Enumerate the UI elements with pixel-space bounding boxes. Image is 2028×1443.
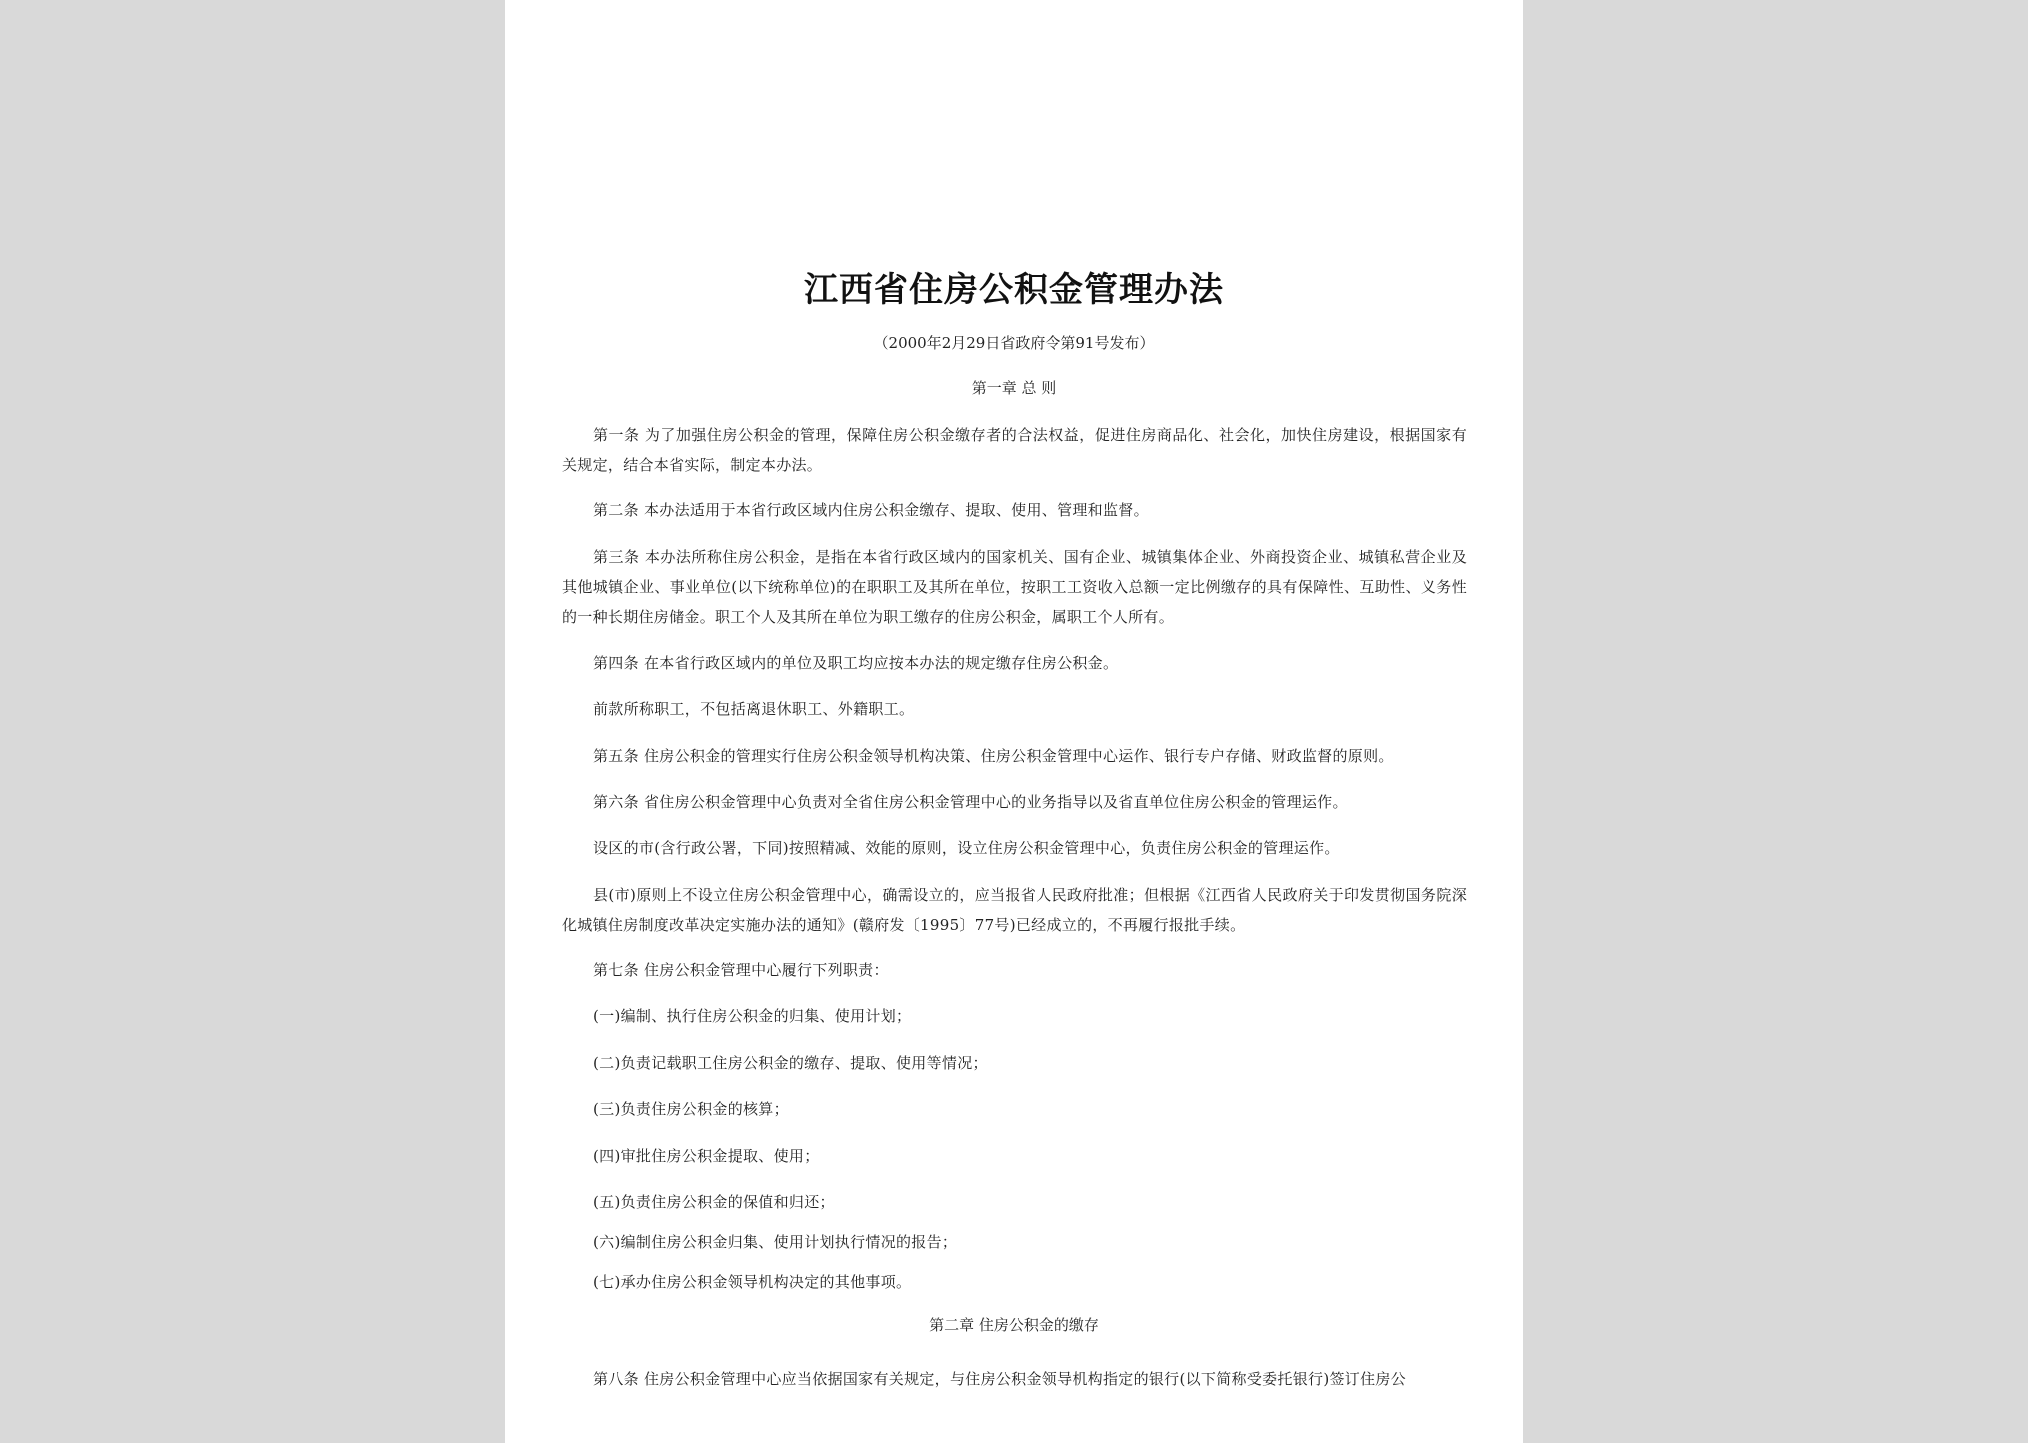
paragraph-4: 第四条 在本省行政区域内的单位及职工均应按本办法的规定缴存住房公积金。 <box>593 654 1119 672</box>
list-item-6: (六)编制住房公积金归集、使用计划执行情况的报告； <box>593 1233 958 1251</box>
document-subtitle: （2000年2月29日省政府令第91号发布） <box>873 334 1155 352</box>
document-title: 江西省住房公积金管理办法 <box>804 270 1224 310</box>
paragraph-2: 第二条 本办法适用于本省行政区域内住房公积金缴存、提取、使用、管理和监督。 <box>593 501 1149 519</box>
chapter-heading-2: 第二章 住房公积金的缴存 <box>929 1316 1099 1334</box>
document-page <box>505 0 1523 1443</box>
chapter-heading-1: 第一章 总 则 <box>971 379 1057 397</box>
paragraph-5: 前款所称职工，不包括离退休职工、外籍职工。 <box>593 700 915 718</box>
paragraph-9: 县(市)原则上不设立住房公积金管理中心，确需设立的，应当报省人民政府批准；但根据《江西省人民政府关于印发贯彻国务院深化城镇住房制度改革决定实施办法的通知》(赣府发〔1995〕77号)已经成立的，不再履行报批手续。 <box>562 886 1467 934</box>
paragraph-7: 第六条 省住房公积金管理中心负责对全省住房公积金管理中心的业务指导以及省直单位住房公积金的管理运作。 <box>593 793 1348 811</box>
list-item-5: (五)负责住房公积金的保值和归还； <box>593 1193 835 1211</box>
list-item-3: (三)负责住房公积金的核算； <box>593 1100 789 1118</box>
list-item-4: (四)审批住房公积金提取、使用； <box>593 1147 820 1165</box>
list-item-2: (二)负责记载职工住房公积金的缴存、提取、使用等情况； <box>593 1054 988 1072</box>
paragraph-8: 设区的市(含行政公署，下同)按照精减、效能的原则，设立住房公积金管理中心，负责住房公积金的管理运作。 <box>593 839 1340 857</box>
paragraph-11: 第八条 住房公积金管理中心应当依据国家有关规定，与住房公积金领导机构指定的银行(以下简称受委托银行)签订住房公 <box>593 1370 1406 1388</box>
list-item-1: (一)编制、执行住房公积金的归集、使用计划； <box>593 1007 912 1025</box>
list-item-7: (七)承办住房公积金领导机构决定的其他事项。 <box>593 1273 912 1291</box>
paragraph-10: 第七条 住房公积金管理中心履行下列职责： <box>593 961 889 979</box>
paragraph-3: 第三条 本办法所称住房公积金，是指在本省行政区域内的国家机关、国有企业、城镇集体企业、外商投资企业、城镇私营企业及其他城镇企业、事业单位(以下统称单位)的在职职工及其所在单位，按职工工资收入总额一定比例缴存的具有保障性、互助性、义务性的一种长期住房储金。职工个人及其所在单位为职工缴存的住房公积金，属职工个人所有。 <box>562 548 1467 626</box>
paragraph-1: 第一条 为了加强住房公积金的管理，保障住房公积金缴存者的合法权益，促进住房商品化、社会化，加快住房建设，根据国家有关规定，结合本省实际，制定本办法。 <box>562 426 1467 474</box>
paragraph-6: 第五条 住房公积金的管理实行住房公积金领导机构决策、住房公积金管理中心运作、银行专户存储、财政监督的原则。 <box>593 747 1394 765</box>
